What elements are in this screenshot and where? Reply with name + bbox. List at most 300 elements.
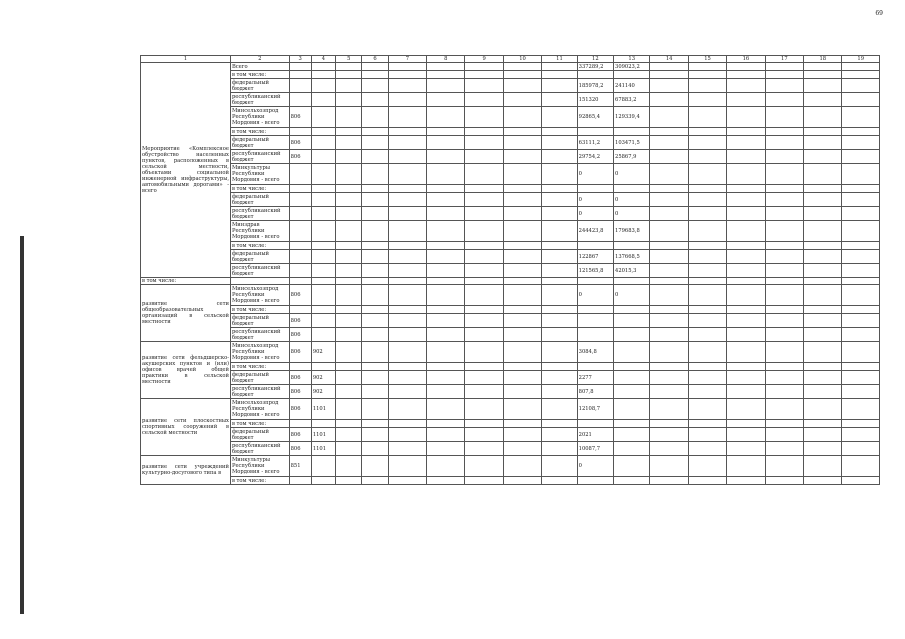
budget-source: федеральный бюджет bbox=[230, 193, 289, 207]
table-cell bbox=[688, 363, 726, 371]
table-cell bbox=[542, 264, 577, 278]
table-cell bbox=[804, 314, 842, 328]
value-col-12: 2277 bbox=[577, 371, 613, 385]
table-row bbox=[141, 314, 880, 328]
table-cell bbox=[388, 442, 426, 456]
value-col-13: 137668,5 bbox=[614, 250, 650, 264]
budget-source: республиканский бюджет bbox=[230, 207, 289, 221]
table-cell bbox=[688, 150, 726, 164]
table-cell bbox=[542, 285, 577, 306]
table-cell bbox=[650, 456, 688, 477]
table-cell bbox=[427, 242, 465, 250]
column-header: 18 bbox=[804, 56, 842, 63]
budget-source: в том числе: bbox=[230, 71, 289, 79]
table-cell bbox=[614, 278, 650, 285]
column-header: 14 bbox=[650, 56, 688, 63]
table-cell bbox=[727, 399, 765, 420]
table-cell bbox=[362, 264, 388, 278]
table-cell bbox=[362, 63, 388, 71]
value-col-12: 807,8 bbox=[577, 385, 613, 399]
value-col-12: 122867 bbox=[577, 250, 613, 264]
table-cell bbox=[650, 278, 688, 285]
table-cell bbox=[804, 150, 842, 164]
table-cell bbox=[542, 164, 577, 185]
table-cell bbox=[503, 285, 541, 306]
code-section bbox=[311, 185, 335, 193]
budget-source: в том числе: bbox=[230, 185, 289, 193]
table-row bbox=[141, 107, 880, 128]
value-col-12: 0 bbox=[577, 456, 613, 477]
table-cell bbox=[542, 420, 577, 428]
value-col-13 bbox=[614, 314, 650, 328]
column-header: 15 bbox=[688, 56, 726, 63]
table-cell bbox=[727, 207, 765, 221]
table-cell bbox=[765, 428, 803, 442]
table-cell bbox=[362, 107, 388, 128]
table-cell bbox=[727, 63, 765, 71]
table-row bbox=[141, 93, 880, 107]
table-cell bbox=[503, 342, 541, 363]
value-col-12 bbox=[577, 71, 613, 79]
budget-source: в том числе: bbox=[230, 128, 289, 136]
table-cell bbox=[388, 456, 426, 477]
table-cell bbox=[804, 342, 842, 363]
table-row bbox=[141, 428, 880, 442]
budget-source: в том числе: bbox=[230, 306, 289, 314]
table-cell bbox=[688, 399, 726, 420]
table-cell bbox=[362, 428, 388, 442]
table-cell bbox=[542, 399, 577, 420]
table-cell bbox=[427, 128, 465, 136]
table-cell bbox=[688, 136, 726, 150]
value-col-13 bbox=[614, 371, 650, 385]
table-cell bbox=[503, 278, 541, 285]
value-col-13 bbox=[614, 399, 650, 420]
value-col-13 bbox=[614, 420, 650, 428]
table-cell bbox=[362, 164, 388, 185]
table-cell bbox=[388, 420, 426, 428]
value-col-13: 241140 bbox=[614, 79, 650, 93]
table-cell bbox=[765, 342, 803, 363]
table-cell bbox=[765, 306, 803, 314]
table-cell bbox=[503, 185, 541, 193]
table-cell bbox=[727, 363, 765, 371]
table-cell bbox=[688, 185, 726, 193]
table-cell bbox=[336, 314, 362, 328]
table-cell bbox=[427, 136, 465, 150]
value-col-12: 92865,4 bbox=[577, 107, 613, 128]
value-col-12 bbox=[577, 306, 613, 314]
value-col-13 bbox=[614, 363, 650, 371]
table-cell bbox=[727, 306, 765, 314]
table-row bbox=[141, 342, 880, 363]
table-cell bbox=[688, 456, 726, 477]
table-cell bbox=[542, 314, 577, 328]
table-cell bbox=[727, 79, 765, 93]
table-cell bbox=[465, 207, 503, 221]
table-cell bbox=[362, 363, 388, 371]
table-cell bbox=[388, 314, 426, 328]
table-cell bbox=[650, 128, 688, 136]
table-cell bbox=[650, 150, 688, 164]
column-header: 16 bbox=[727, 56, 765, 63]
value-col-12: 0 bbox=[577, 207, 613, 221]
table-cell bbox=[804, 328, 842, 342]
code-section bbox=[311, 456, 335, 477]
table-cell bbox=[804, 264, 842, 278]
budget-source: Минсельхозпрод Республики Мордовия - всего bbox=[230, 342, 289, 363]
table-cell bbox=[427, 164, 465, 185]
table-cell bbox=[336, 264, 362, 278]
table-cell bbox=[765, 136, 803, 150]
table-cell bbox=[388, 242, 426, 250]
table-cell bbox=[427, 250, 465, 264]
code-section bbox=[311, 420, 335, 428]
column-header: 11 bbox=[542, 56, 577, 63]
table-cell bbox=[727, 193, 765, 207]
budget-source: федеральный бюджет bbox=[230, 314, 289, 328]
table-cell bbox=[765, 477, 803, 485]
table-cell bbox=[427, 221, 465, 242]
table-cell bbox=[842, 221, 880, 242]
value-col-12: 3084,8 bbox=[577, 342, 613, 363]
code-grbs bbox=[289, 207, 311, 221]
table-cell bbox=[542, 71, 577, 79]
table-cell bbox=[650, 385, 688, 399]
table-cell bbox=[542, 385, 577, 399]
table-cell bbox=[362, 306, 388, 314]
value-col-12: 0 bbox=[577, 285, 613, 306]
table-cell bbox=[465, 63, 503, 71]
table-cell bbox=[804, 363, 842, 371]
table-cell bbox=[842, 193, 880, 207]
table-cell bbox=[362, 399, 388, 420]
table-cell bbox=[842, 93, 880, 107]
table-cell bbox=[503, 399, 541, 420]
table-cell bbox=[542, 456, 577, 477]
table-cell bbox=[503, 442, 541, 456]
table-cell bbox=[688, 342, 726, 363]
table-cell bbox=[804, 250, 842, 264]
table-cell bbox=[336, 71, 362, 79]
table-cell bbox=[727, 420, 765, 428]
table-cell bbox=[765, 250, 803, 264]
value-col-13 bbox=[614, 456, 650, 477]
table-cell bbox=[650, 363, 688, 371]
table-cell bbox=[362, 328, 388, 342]
table-cell bbox=[688, 164, 726, 185]
table-cell bbox=[842, 185, 880, 193]
table-cell bbox=[427, 107, 465, 128]
table-cell bbox=[765, 371, 803, 385]
code-section bbox=[311, 193, 335, 207]
table-cell bbox=[688, 193, 726, 207]
table-cell bbox=[688, 428, 726, 442]
code-grbs bbox=[289, 221, 311, 242]
table-cell bbox=[650, 107, 688, 128]
table-cell bbox=[842, 63, 880, 71]
table-cell bbox=[362, 136, 388, 150]
table-cell bbox=[688, 278, 726, 285]
value-col-13 bbox=[614, 242, 650, 250]
table-cell bbox=[362, 221, 388, 242]
value-col-13 bbox=[614, 128, 650, 136]
budget-source: федеральный бюджет bbox=[230, 428, 289, 442]
table-cell bbox=[804, 93, 842, 107]
budget-source: Минздрав Республики Мордовия - всего bbox=[230, 221, 289, 242]
code-grbs bbox=[289, 185, 311, 193]
value-col-13: 103471,5 bbox=[614, 136, 650, 150]
table-cell bbox=[465, 136, 503, 150]
budget-source: федеральный бюджет bbox=[230, 136, 289, 150]
table-row bbox=[141, 285, 880, 306]
table-cell bbox=[503, 385, 541, 399]
table-cell bbox=[727, 221, 765, 242]
table-cell bbox=[650, 250, 688, 264]
table-cell bbox=[727, 136, 765, 150]
table-cell bbox=[289, 278, 311, 285]
value-col-13: 42015,3 bbox=[614, 264, 650, 278]
table-cell bbox=[465, 107, 503, 128]
table-cell bbox=[650, 93, 688, 107]
table-cell bbox=[727, 185, 765, 193]
table-cell bbox=[804, 221, 842, 242]
table-cell bbox=[688, 477, 726, 485]
table-cell bbox=[311, 278, 335, 285]
table-cell bbox=[542, 63, 577, 71]
table-cell bbox=[542, 306, 577, 314]
table-cell bbox=[336, 399, 362, 420]
value-col-12: 121565,8 bbox=[577, 264, 613, 278]
table-cell bbox=[465, 193, 503, 207]
budget-table bbox=[140, 55, 880, 485]
table-cell bbox=[542, 477, 577, 485]
table-cell bbox=[577, 278, 613, 285]
table-cell bbox=[362, 371, 388, 385]
value-col-13: 0 bbox=[614, 207, 650, 221]
table-cell bbox=[765, 164, 803, 185]
column-header: 13 bbox=[614, 56, 650, 63]
table-cell bbox=[650, 328, 688, 342]
table-cell bbox=[765, 278, 803, 285]
code-grbs: 806 bbox=[289, 328, 311, 342]
value-col-13 bbox=[614, 442, 650, 456]
table-cell bbox=[804, 164, 842, 185]
table-cell bbox=[503, 242, 541, 250]
table-cell bbox=[427, 328, 465, 342]
table-cell bbox=[542, 363, 577, 371]
table-cell bbox=[336, 420, 362, 428]
table-cell bbox=[362, 250, 388, 264]
table-cell bbox=[688, 93, 726, 107]
budget-source: республиканский бюджет bbox=[230, 93, 289, 107]
column-header: 10 bbox=[503, 56, 541, 63]
table-cell bbox=[362, 128, 388, 136]
table-cell bbox=[842, 399, 880, 420]
table-cell bbox=[727, 107, 765, 128]
table-cell bbox=[336, 63, 362, 71]
table-cell bbox=[842, 107, 880, 128]
value-col-12: 2021 bbox=[577, 428, 613, 442]
code-grbs bbox=[289, 71, 311, 79]
table-cell bbox=[688, 285, 726, 306]
table-cell bbox=[688, 306, 726, 314]
table-cell bbox=[362, 150, 388, 164]
table-cell bbox=[503, 477, 541, 485]
table-cell bbox=[503, 93, 541, 107]
table-cell bbox=[542, 93, 577, 107]
table-cell bbox=[842, 342, 880, 363]
table-cell bbox=[542, 428, 577, 442]
table-cell bbox=[804, 193, 842, 207]
table-cell bbox=[650, 185, 688, 193]
table-cell bbox=[804, 442, 842, 456]
code-section bbox=[311, 79, 335, 93]
table-cell bbox=[765, 193, 803, 207]
table-cell bbox=[503, 63, 541, 71]
table-cell bbox=[388, 107, 426, 128]
table-cell bbox=[765, 385, 803, 399]
table-cell bbox=[765, 242, 803, 250]
table-cell bbox=[427, 63, 465, 71]
table-cell bbox=[427, 385, 465, 399]
code-grbs bbox=[289, 250, 311, 264]
budget-source: республиканский бюджет bbox=[230, 264, 289, 278]
table-cell bbox=[465, 264, 503, 278]
column-header: 9 bbox=[465, 56, 503, 63]
table-cell bbox=[503, 207, 541, 221]
value-col-12: 29754,2 bbox=[577, 150, 613, 164]
column-header: 1 bbox=[141, 56, 231, 63]
table-cell bbox=[503, 250, 541, 264]
table-cell bbox=[465, 285, 503, 306]
table-cell bbox=[427, 477, 465, 485]
value-col-13: 0 bbox=[614, 285, 650, 306]
table-cell bbox=[842, 314, 880, 328]
table-cell bbox=[336, 193, 362, 207]
code-grbs: 806 bbox=[289, 399, 311, 420]
column-header: 12 bbox=[577, 56, 613, 63]
budget-source: Минсельхозпрод Республики Мордовия - всего bbox=[230, 285, 289, 306]
code-grbs: 806 bbox=[289, 342, 311, 363]
budget-source: федеральный бюджет bbox=[230, 79, 289, 93]
table-cell bbox=[727, 242, 765, 250]
code-grbs: 851 bbox=[289, 456, 311, 477]
table-row bbox=[141, 71, 880, 79]
table-cell bbox=[388, 477, 426, 485]
table-cell bbox=[650, 342, 688, 363]
table-cell bbox=[427, 306, 465, 314]
table-cell bbox=[336, 207, 362, 221]
table-cell bbox=[542, 107, 577, 128]
value-col-13: 129339,4 bbox=[614, 107, 650, 128]
table-cell bbox=[650, 420, 688, 428]
table-cell bbox=[336, 442, 362, 456]
table-cell bbox=[388, 285, 426, 306]
table-cell bbox=[804, 456, 842, 477]
column-header: 4 bbox=[311, 56, 335, 63]
table-cell bbox=[503, 79, 541, 93]
table-row bbox=[141, 164, 880, 185]
table-cell bbox=[388, 428, 426, 442]
value-col-12: 151320 bbox=[577, 93, 613, 107]
table-row bbox=[141, 150, 880, 164]
code-section: 1101 bbox=[311, 428, 335, 442]
table-cell bbox=[503, 136, 541, 150]
table-cell bbox=[427, 278, 465, 285]
table-cell bbox=[688, 314, 726, 328]
table-cell bbox=[804, 285, 842, 306]
code-section bbox=[311, 314, 335, 328]
table-cell bbox=[727, 250, 765, 264]
code-grbs bbox=[289, 79, 311, 93]
table-cell bbox=[842, 477, 880, 485]
table-cell bbox=[765, 285, 803, 306]
table-cell bbox=[688, 128, 726, 136]
value-col-13: 309023,2 bbox=[614, 63, 650, 71]
table-cell bbox=[503, 306, 541, 314]
table-cell bbox=[842, 306, 880, 314]
table-cell bbox=[388, 71, 426, 79]
table-cell bbox=[465, 477, 503, 485]
table-cell bbox=[650, 442, 688, 456]
table-cell bbox=[688, 242, 726, 250]
table-cell bbox=[336, 371, 362, 385]
table-cell bbox=[362, 93, 388, 107]
table-cell bbox=[388, 385, 426, 399]
table-cell bbox=[542, 242, 577, 250]
table-cell bbox=[336, 185, 362, 193]
value-col-12 bbox=[577, 328, 613, 342]
table-row bbox=[141, 264, 880, 278]
table-cell bbox=[727, 428, 765, 442]
table-cell bbox=[650, 193, 688, 207]
table-cell bbox=[804, 207, 842, 221]
table-cell bbox=[688, 207, 726, 221]
table-body bbox=[141, 63, 880, 485]
code-grbs: 806 bbox=[289, 107, 311, 128]
value-col-12 bbox=[577, 128, 613, 136]
table-cell bbox=[336, 93, 362, 107]
table-cell bbox=[842, 456, 880, 477]
value-col-12 bbox=[577, 363, 613, 371]
table-cell bbox=[804, 385, 842, 399]
value-col-12: 337289,2 bbox=[577, 63, 613, 71]
table-cell bbox=[388, 93, 426, 107]
table-cell bbox=[388, 221, 426, 242]
table-cell bbox=[804, 399, 842, 420]
code-section bbox=[311, 285, 335, 306]
code-grbs: 806 bbox=[289, 371, 311, 385]
table-cell bbox=[388, 79, 426, 93]
table-cell bbox=[765, 63, 803, 71]
table-cell bbox=[362, 79, 388, 93]
code-section: 902 bbox=[311, 371, 335, 385]
table-cell bbox=[727, 278, 765, 285]
value-col-13 bbox=[614, 428, 650, 442]
table-cell bbox=[842, 278, 880, 285]
table-cell bbox=[362, 385, 388, 399]
table-cell bbox=[842, 442, 880, 456]
table-cell bbox=[362, 242, 388, 250]
table-cell bbox=[465, 128, 503, 136]
table-cell bbox=[465, 306, 503, 314]
table-cell bbox=[688, 79, 726, 93]
code-grbs bbox=[289, 63, 311, 71]
table-cell bbox=[688, 385, 726, 399]
table-cell bbox=[727, 285, 765, 306]
table-cell bbox=[465, 420, 503, 428]
